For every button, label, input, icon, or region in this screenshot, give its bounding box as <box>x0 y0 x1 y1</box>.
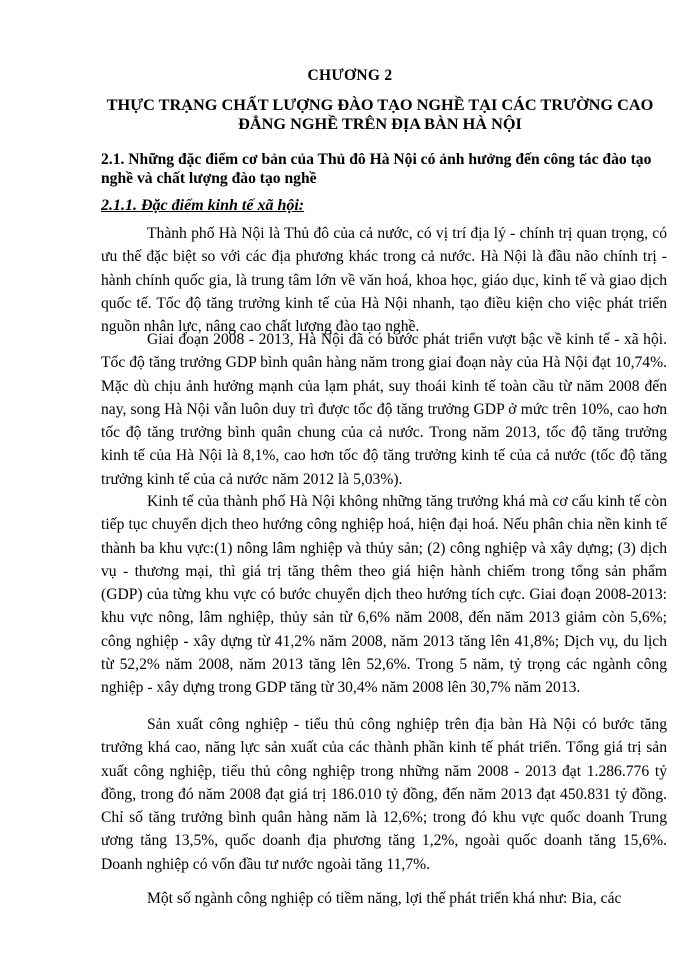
body-paragraph: Một số ngành công nghiệp có tiềm năng, lợi thế phát triển khá như: Bia, các <box>147 890 622 907</box>
subsection-heading: 2.1.1. Đặc điểm kinh tế xã hội: <box>101 197 305 214</box>
chapter-title: THỰC TRẠNG CHẤT LƯỢNG ĐÀO TẠO NGHỀ TẠI CÁC TRƯỜNG CAO ĐẲNG NGHỀ TRÊN ĐỊA BÀN HÀ NỘI <box>106 95 654 133</box>
section-heading: 2.1. Những đặc điểm cơ bản của Thủ đô Hà Nội có ảnh hưởng đến công tác đào tạo nghề và chất lượng đào tạo nghề <box>101 151 652 187</box>
chapter-label: CHƯƠNG 2 <box>307 67 393 84</box>
body-paragraph: Giai đoạn 2008 - 2013, Hà Nội đã có bước phát triển vượt bậc về kinh tế - xã hội. Tốc độ tăng trưởng GDP bình quân hàng năm trong giai đoạn này của Hà Nội đạt 10,74%. Mặc dù chịu ảnh hưởng mạnh của lạm phát, suy thoái kinh tế toàn cầu từ năm 2008 đến nay, song Hà Nội vẫn luôn duy trì được tốc độ tăng trưởng GDP ở mức trên 10%, cao hơn tốc độ tăng trưởng bình quân chung của cả nước. Trong năm 2013, tốc độ tăng trưởng kinh tế của Hà Nội là 8,1%, cao hơn tốc độ tăng trưởng kinh tế của cả nước (tốc độ tăng trưởng kinh tế của cả nước năm 2012 là 5,03%). <box>101 331 667 488</box>
body-paragraph: Thành phố Hà Nội là Thủ đô của cả nước, có vị trí địa lý - chính trị quan trọng, có ưu thế đặc biệt so với các địa phương khác trong cả nước. Hà Nội là đầu não chính trị - hành chính quốc gia, là trung tâm lớn về văn hoá, khoa học, giáo dục, kinh tế và giao dịch quốc tế. Tốc độ tăng trưởng kinh tế của Hà Nội nhanh, tạo điều kiện cho việc phát triển nguồn nhân lực, nâng cao chất lượng đào tạo nghề. <box>101 225 667 336</box>
body-paragraph: Sản xuất công nghiệp - tiểu thủ công nghiệp trên địa bàn Hà Nội có bước tăng trưởng khá cao, năng lực sản xuất của các thành phần kinh tế phát triển. Tổng giá trị sản xuất công nghiệp, tiểu thủ công nghiệp trong những năm 2008 - 2013 đạt 1.286.776 tỷ đồng, trong đó năm 2008 đạt giá trị 186.010 tỷ đồng, đến năm 2013 đạt 450.831 tỷ đồng. Chỉ số tăng trưởng bình quân hàng năm là 12,6%; trong đó khu vực quốc doanh Trung ương tăng 13,5%, quốc doanh địa phương tăng 1,2%, ngoài quốc doanh tăng 15,6%. Doanh nghiệp có vốn đầu tư nước ngoài tăng 11,7%. <box>101 716 667 873</box>
body-paragraph: Kinh tế của thành phố Hà Nội không những tăng trưởng khá mà cơ cấu kinh tế còn tiếp tục chuyển dịch theo hướng công nghiệp hoá, hiện đại hoá. Nếu phân chia nền kinh tế thành ba khu vực:(1) nông lâm nghiệp và thủy sản; (2) công nghiệp và xây dựng; (3) dịch vụ - thương mại, thì giá trị tăng thêm theo giá hiện hành chiếm trong tổng sản phẩm (GDP) của từng khu vực có bước chuyển dịch theo hướng tích cực. Giai đoạn 2008-2013: khu vực nông, lâm nghiệp, thủy sản từ 6,6% năm 2008, đến năm 2013 giảm còn 5,6%; công nghiệp - xây dựng từ 41,2% năm 2008, năm 2013 tăng lên 41,8%; Dịch vụ, du lịch từ 52,2% năm 2008, năm 2013 tăng lên 52,6%. Trong 5 năm, tỷ trọng các ngành công nghiệp - xây dựng trong GDP tăng từ 30,4% năm 2008 lên 30,7% năm 2013. <box>101 493 667 697</box>
